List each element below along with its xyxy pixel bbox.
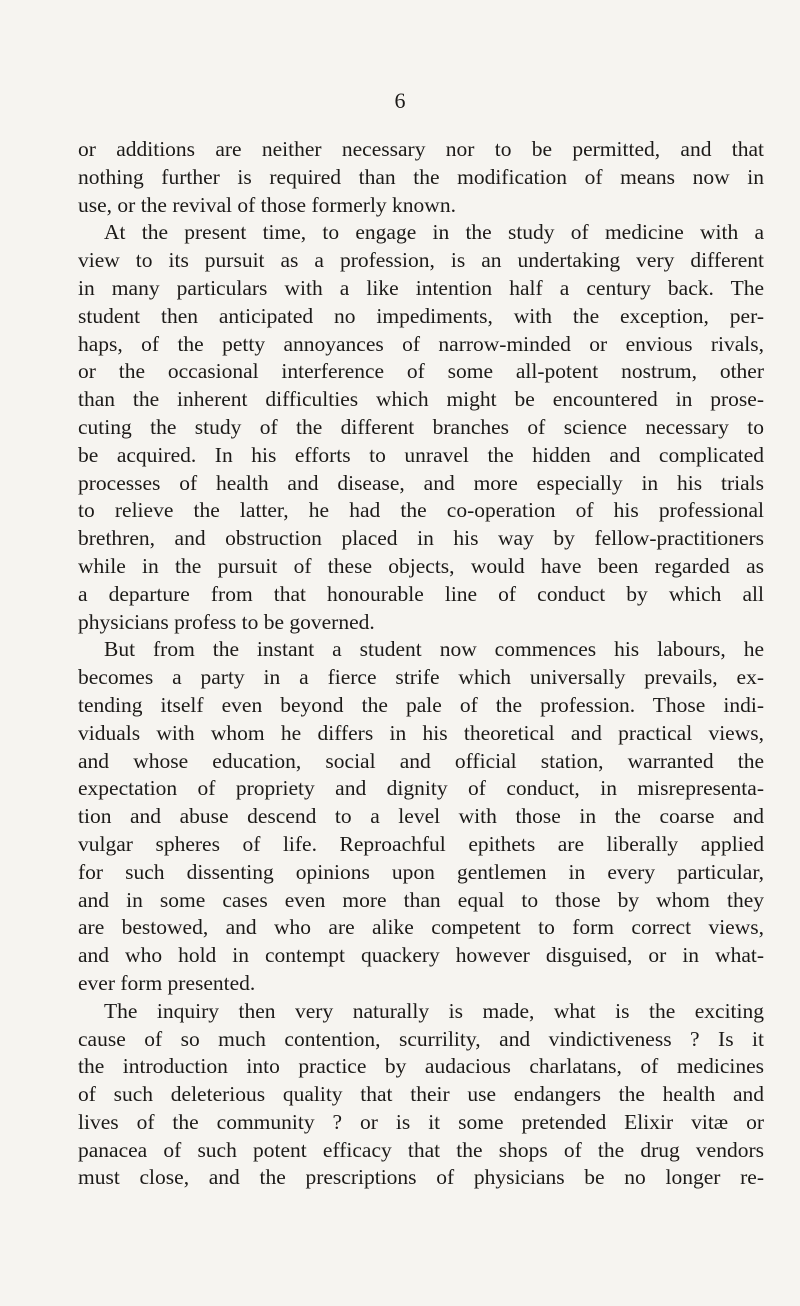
text-line: must close, and the prescriptions of physicians be no longer re-	[78, 1165, 764, 1190]
text-line: physicians profess to be governed.	[78, 609, 375, 634]
text-line: are bestowed, and who are alike competent to form correct views,	[78, 915, 764, 940]
text-line: student then anticipated no impediments, with the exception, per-	[78, 303, 764, 328]
text-line: while in the pursuit of these objects, would have been regarded as	[78, 553, 764, 578]
text-line: At the present time, to engage in the study of medicine with a	[104, 220, 764, 245]
text-line: a departure from that honourable line of conduct by which all	[78, 581, 764, 606]
text-line: But from the instant a student now commences his labours, he	[104, 637, 764, 662]
text-line: and whose education, social and official station, warranted the	[78, 748, 764, 773]
text-line: panacea of such potent efficacy that the shops of the drug vendors	[78, 1137, 764, 1162]
text-line: tending itself even beyond the pale of the profession. Those indi-	[78, 692, 764, 717]
text-line: use, or the revival of those formerly known.	[78, 192, 456, 217]
text-line: tion and abuse descend to a level with those in the coarse and	[78, 804, 764, 829]
text-line: than the inherent difficulties which might be encountered in prose-	[78, 387, 764, 412]
text-line: to relieve the latter, he had the co-operation of his professional	[78, 498, 764, 523]
text-line: expectation of propriety and dignity of conduct, in misrepresenta-	[78, 776, 764, 801]
text-line: for such dissenting opinions upon gentlemen in every particular,	[78, 859, 764, 884]
text-line: cuting the study of the different branches of science necessary to	[78, 414, 764, 439]
text-line: cause of so much contention, scurrility, and vindictiveness ? Is it	[78, 1026, 764, 1051]
text-line: vulgar spheres of life. Reproachful epithets are liberally applied	[78, 831, 764, 856]
text-line: processes of health and disease, and more especially in his trials	[78, 470, 764, 495]
text-line: or additions are neither necessary nor to be permitted, and that	[78, 137, 764, 161]
text-line: and who hold in contempt quackery however disguised, or in what-	[78, 943, 764, 968]
text-line: brethren, and obstruction placed in his way by fellow-practitioners	[78, 526, 764, 551]
text-line: of such deleterious quality that their use endangers the health and	[78, 1082, 764, 1107]
text-line: ever form presented.	[78, 970, 256, 995]
text-line: view to its pursuit as a profession, is an undertaking very different	[78, 248, 764, 273]
text-line: lives of the community ? or is it some pretended Elixir vitæ or	[78, 1109, 764, 1134]
text-line: haps, of the petty annoyances of narrow-minded or envious rivals,	[78, 331, 764, 356]
text-line: becomes a party in a fierce strife which universally prevails, ex-	[78, 665, 764, 690]
body-text	[78, 136, 764, 1192]
text-line: or the occasional interference of some all-potent nostrum, other	[78, 359, 764, 384]
text-line: in many particulars with a like intention half a century back. The	[78, 275, 764, 300]
text-line: and in some cases even more than equal to those by whom they	[78, 887, 764, 912]
text-line: viduals with whom he differs in his theoretical and practical views,	[78, 720, 764, 745]
page-number: 6	[394, 88, 406, 113]
text-line: be acquired. In his efforts to unravel the hidden and complicated	[78, 442, 764, 467]
text-line: the introduction into practice by audacious charlatans, of medicines	[78, 1054, 764, 1079]
text-line: nothing further is required than the modification of means now in	[78, 164, 764, 189]
text-line: The inquiry then very naturally is made, what is the exciting	[104, 998, 764, 1023]
